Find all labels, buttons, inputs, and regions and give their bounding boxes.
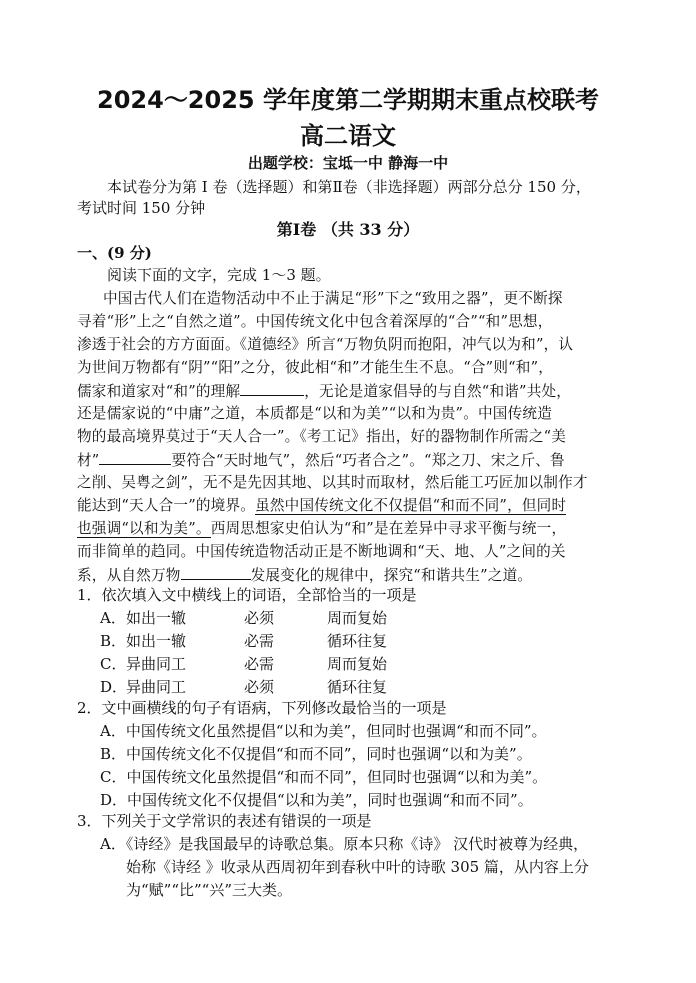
exam-title: 2024～2025 学年度第二学期期末重点校联考 [97, 86, 599, 114]
q1-option-c: C． [100, 655, 127, 673]
passage-line-12: 而非简单的趋同。中国传统造物活动正是不断地调和“天、地、人”之间的关 [77, 543, 566, 560]
option-letter: A． [100, 609, 126, 627]
q1-c-word-1: 异曲同工 [126, 655, 187, 673]
q2-option-a: A．中国传统文化虽然提倡“以和为美”，但同时也强调“和而不同”。 [100, 722, 547, 740]
question-3-stem: 3．下列关于文学常识的表述有错误的一项是 [77, 812, 372, 830]
fill-blank-3 [181, 564, 251, 580]
q1-d-word-2: 必须 [244, 678, 275, 696]
q1-option-b: B． [100, 632, 127, 650]
underlined-sentence-part-2: 也强调“以和为美”。 [77, 520, 211, 537]
q2-option-b: B．中国传统文化不仅提倡“和而不同”，同时也强调“以和为美”。 [100, 745, 532, 763]
passage-text: 西周思想家史伯认为“和”是在差异中寻求平衡与统一， [210, 520, 567, 537]
passage-text: ，无论是道家倡导的与自然“和谐”共处， [304, 383, 572, 400]
q1-c-word-3: 周而复始 [327, 655, 388, 673]
passage-line-7: 物的最高境界莫过于“天人合一”。《考工记》指出，好的器物制作所需之“美 [77, 428, 567, 445]
q3-option-a-line-3: 为“赋”“比”“兴”三大类。 [126, 881, 293, 899]
q1-a-word-3: 周而复始 [327, 609, 388, 627]
passage-line-4: 为世间万物都有“阴”“阳”之分，彼此相“和”才能生生不息。“合”则“和”， [77, 359, 554, 376]
passage-text: 要符合“天时地气”，然后“巧者合之”。“郑之刀、宋之斤、鲁 [171, 452, 565, 469]
underlined-sentence-part-1: 虽然中国传统文化不仅提倡“和而不同”，但同时 [255, 497, 567, 514]
passage-line-10 [77, 495, 566, 517]
passage-text: 儒家和道家对“和”的理解 [77, 383, 241, 400]
passage-line-5 [77, 380, 571, 403]
passage-line-9: 之削、吴粤之剑”，无不是先因其地、以其时而取材，然后能工巧匠加以制作才 [77, 474, 588, 491]
q1-a-word-2: 必须 [244, 609, 275, 627]
part-heading: 一、(9 分) [77, 244, 152, 262]
passage-line-2: 寻着“形”上之“自然之道”。中国传统文化中包含着深厚的“合”“和”思想， [77, 313, 553, 330]
section-heading: 第Ⅰ卷 （共 33 分） [276, 220, 420, 239]
q1-c-word-2: 必需 [244, 655, 275, 673]
passage-text: 材” [77, 452, 100, 469]
intro-line-1: 本试卷分为第 I 卷（选择题）和第Ⅱ卷（非选择题）两部分总分 150 分， [107, 178, 591, 196]
passage-line-3: 渗透于社会的方方面面。《道德经》所言“万物负阴而抱阳，冲气以为和”，认 [77, 336, 574, 353]
reading-instruction: 阅读下面的文字，完成 1～3 题。 [107, 266, 331, 284]
fill-blank-1 [240, 380, 304, 396]
setter-schools: 出题学校：宝坻一中 静海一中 [247, 154, 449, 172]
passage-line-8 [77, 449, 565, 472]
question-1-stem: 1．依次填入文中横线上的词语，全部恰当的一项是 [77, 586, 417, 604]
q1-b-word-1: 如出一辙 [126, 632, 187, 650]
q2-option-d: D．中国传统文化不仅提倡“以和为美”，同时也强调“和而不同”。 [100, 791, 533, 809]
q1-b-word-3: 循环往复 [327, 632, 388, 650]
passage-text: 能达到“天人合一”的境界。 [77, 497, 256, 514]
q3-option-a-line-1: A．《诗经》是我国最早的诗歌总集。原本只称《诗》 汉代时被尊为经典， [100, 835, 589, 853]
q1-b-word-2: 必需 [244, 632, 275, 650]
passage-text: 发展变化的规律中，探究“和谐共生”之道。 [250, 567, 533, 584]
q1-a-word-1: 如出一辙 [126, 609, 187, 627]
intro-line-2: 考试时间 150 分钟 [77, 199, 206, 217]
q1-d-word-1: 异曲同工 [126, 678, 187, 696]
q1-option-a [100, 607, 126, 629]
q3-option-a-line-2: 始称《诗经 》收录从西周初年到春秋中叶的诗歌 305 篇，从内容上分 [126, 858, 589, 876]
passage-line-11 [77, 518, 566, 540]
subject-title: 高二语文 [300, 122, 396, 150]
passage-line-6: 还是儒家说的“中庸”之道，本质都是“以和为美”“以和为贵”。中国传统造 [77, 405, 552, 422]
q1-d-word-3: 循环往复 [327, 678, 388, 696]
question-2-stem: 2．文中画横线的句子有语病，下列修改最恰当的一项是 [77, 699, 447, 717]
fill-blank-2 [99, 449, 171, 465]
q1-option-d: D． [100, 678, 128, 696]
q2-option-c: C．中国传统文化虽然提倡“和而不同”，但同时也强调“以和为美”。 [100, 768, 548, 786]
passage-text: 系，从自然万物 [77, 567, 181, 584]
passage-line-1: 中国古代人们在造物活动中不止于满足“形”下之“致用之器”，更不断探 [103, 290, 563, 307]
